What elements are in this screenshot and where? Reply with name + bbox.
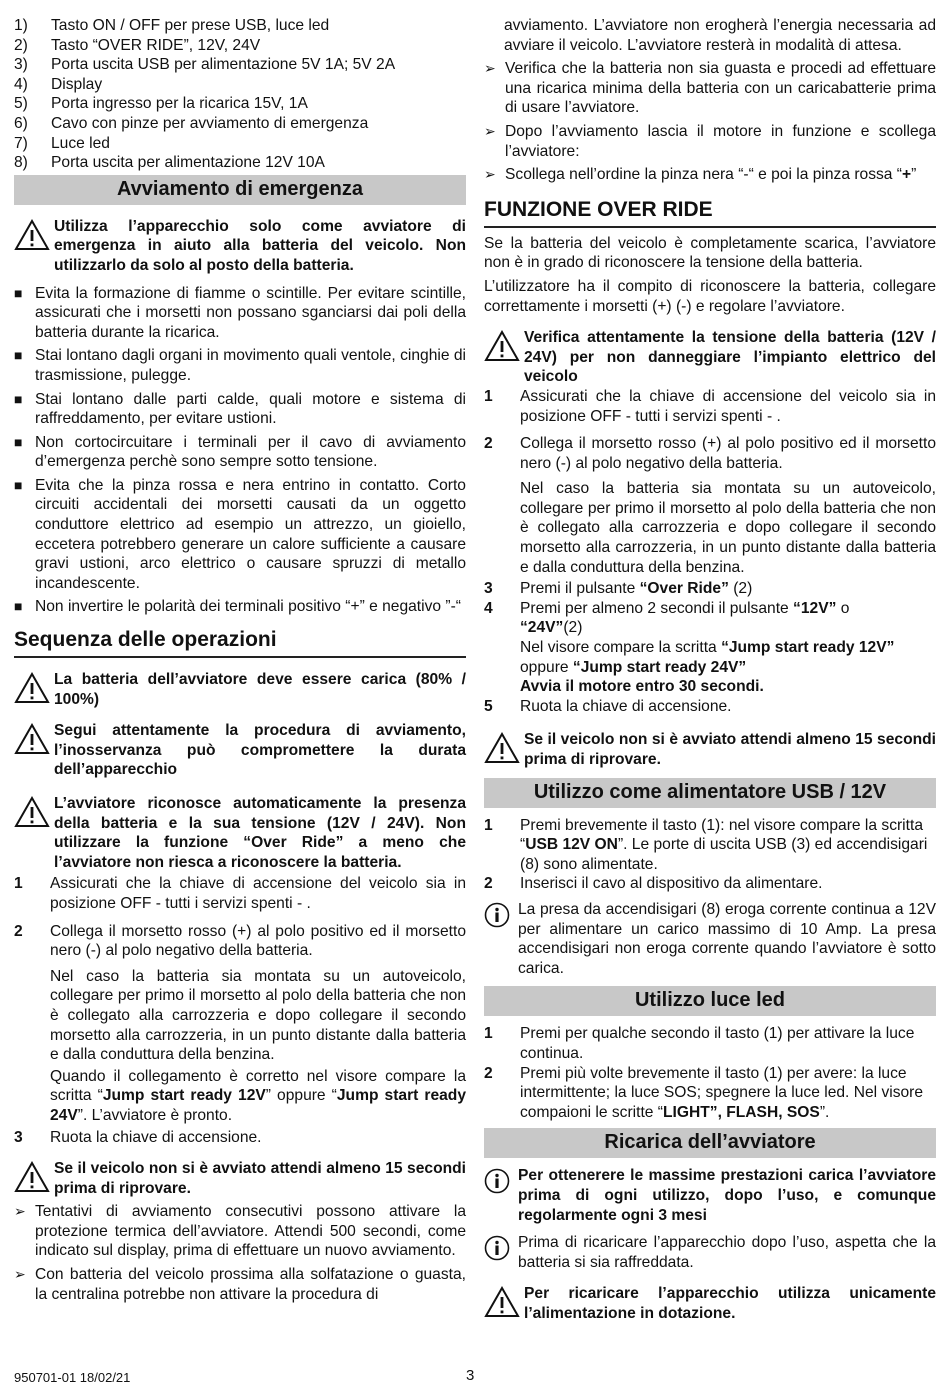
info-block: Prima di ricaricare l’apparecchio dopo l’uso, aspetta che la batteria si sia raffreddata. xyxy=(484,1233,936,1272)
section-title-charge: Ricarica dell’avviatore xyxy=(484,1128,936,1158)
list-item: ■ Stai lontano dalle parti calde, quali motore e sistema di raffreddamento, per evitare ustioni. xyxy=(14,390,466,428)
list-item: ■ Evita che la pinza rossa e nera entrino in contatto. Corto circuiti accidentali dei morsetti causati da un oggetto conduttore elettrico ad esempio un attrezzo, un gioiello, eccetera potrebbero generare un calore sufficiente a causare gravi ustioni, arco elettrico o causare spruzzi di metallo incandescente. xyxy=(14,476,466,592)
warning-triangle-icon xyxy=(484,328,524,387)
led-step-1: 1 Premi per qualche secondo il tasto (1) per attivare la luce continua. xyxy=(484,1025,915,1062)
arrowhead-bullet-icon: ➢ xyxy=(484,60,496,77)
warning-triangle-icon xyxy=(14,1159,54,1198)
step-2-confirmation: Quando il collegamento è corretto nel visore compare la scritta “Jump start ready 12V” oppure “Jump start ready 24V”. L’avviatore è pronto. xyxy=(50,1067,466,1124)
square-bullet-icon: ■ xyxy=(14,347,23,364)
list-item: 7) Luce led xyxy=(14,134,110,152)
step-3: 3 Ruota la chiave di accensione. xyxy=(14,1128,262,1146)
warning-triangle-icon xyxy=(14,670,54,709)
warning-triangle-icon xyxy=(14,794,54,872)
info-circle-icon xyxy=(484,900,518,978)
override-step-4: 4 Premi per almeno 2 secondi il pulsante “12V” o “24V”(2) Nel visore compare la scritta “Jump start ready 12V” oppure “Jump start ready 24V” Avvia il motore entro 30 secondi. xyxy=(484,599,895,696)
list-item: ■ Stai lontano dagli organi in movimento quali ventole, cinghie di trasmissione, pulegge. xyxy=(14,347,466,384)
list-item: ➢ Verifica che la batteria non sia guasta e procedi ad effettuare una ricarica minima della batteria con un caricabatterie prima di usare l’avviatore. xyxy=(484,60,936,117)
list-item: ■ Non cortocircuitare i terminali per il cavo di avviamento d’emergenza perchè sono sempre sotto tensione. xyxy=(14,433,466,471)
info-circle-icon xyxy=(484,1233,518,1272)
arrowhead-bullet-icon: ➢ xyxy=(484,166,496,183)
arrowhead-bullet-icon: ➢ xyxy=(14,1203,26,1220)
arrowhead-bullet-icon: ➢ xyxy=(14,1266,26,1283)
override-intro-1: Se la batteria del veicolo è completamente scarica, l’avviatore non è in grado di riconoscere la tensione della batteria. xyxy=(484,234,936,272)
list-item: ■ Non invertire le polarità dei terminali positivo “+” e negativo ”-“ xyxy=(14,598,461,616)
warning-block: Verifica attentamente la tensione della batteria (12V / 24V) per non danneggiare l’impianto elettrico del veicolo xyxy=(484,328,936,387)
info-circle-icon xyxy=(484,1166,518,1225)
warning-triangle-icon xyxy=(484,730,524,769)
override-step-3: 3 Premi il pulsante “Over Ride” (2) xyxy=(484,580,753,598)
warning-triangle-icon xyxy=(484,1284,524,1323)
list-item: ■ Evita la formazione di fiamme o scintille. Per evitare scintille, assicurati che i morsetti non possano sganciarsi dai poli della batteria durante la ricarica. xyxy=(14,284,466,341)
list-item: 3) Porta uscita USB per alimentazione 5V 1A; 5V 2A xyxy=(14,56,396,74)
list-item: 8) Porta uscita per alimentazione 12V 10A xyxy=(14,154,325,172)
page-number: 3 xyxy=(466,1367,475,1384)
section-title-emergency: Avviamento di emergenza xyxy=(14,175,466,205)
warning-block: L’avviatore riconosce automaticamente la presenza della batteria e la sua tensione (12V / 24V). Non utilizzare la funzione “Over Ride” a meno che l’avviatore non riesca a riconoscere la batteria. xyxy=(14,794,466,872)
info-block: La presa da accendisigari (8) eroga corrente continua a 12V per alimentare un carico massimo di 10 Amp. La presa accendisigari non eroga corrente quando l’avviatore è sotto carica. xyxy=(484,900,936,978)
right-column xyxy=(484,10,936,1331)
usb-step-2: 2 Inserisci il cavo al dispositivo da alimentare. xyxy=(484,875,823,893)
square-bullet-icon: ■ xyxy=(14,284,23,301)
warning-block: La batteria dell’avviatore deve essere carica (80% / 100%) xyxy=(14,670,466,709)
list-item: ➢ Tentativi di avviamento consecutivi possono attivare la protezione termica dell’avviatore. Attendi 500 secondi, come indicato sul display, prima di effettuare un nuovo avviamento. xyxy=(14,1203,466,1260)
square-bullet-icon: ■ xyxy=(14,390,23,407)
led-step-2: 2 Premi più volte brevemente il tasto (1) per avere: la luce intermittente; la luce SOS; spegnere la luce led. Nel visore compaioni le scritte “LIGHT”, FLASH, SOS”. xyxy=(484,1064,924,1121)
section-title-usb: Utilizzo come alimentatore USB / 12V xyxy=(484,778,936,808)
warning-block: Segui attentamente la procedura di avviamento, l’inosservanza può compromettere la durata dell’apparecchio xyxy=(14,721,466,780)
override-step-5: 5 Ruota la chiave di accensione. xyxy=(484,697,732,715)
section-title-override: FUNZIONE OVER RIDE xyxy=(484,197,936,228)
warning-block: Utilizza l’apparecchio solo come avviatore di emergenza in aiuto alla batteria del veicolo. Non utilizzarlo da solo al posto della batteria. xyxy=(14,217,466,276)
override-step-2: 2 Collega il morsetto rosso (+) al polo positivo ed il morsetto nero (-) al polo negativo della batteria. xyxy=(484,435,936,472)
warning-block: Se il veicolo non si è avviato attendi almeno 15 secondi prima di riprovare. xyxy=(14,1159,466,1198)
override-intro-2: L’utilizzatore ha il compito di riconoscere la batteria, collegare correttamente i morsetti (+) (-) e regolare l’avviatore. xyxy=(484,277,936,315)
continued-text: avviamento. L’avviatore non erogherà l’energia necessaria ad avviare il veicolo. L’avviatore resterà in modalità di attesa. xyxy=(504,17,936,54)
step-2: 2 Collega il morsetto rosso (+) al polo positivo ed il morsetto nero (-) al polo negativo della batteria. xyxy=(14,922,466,960)
list-item: ➢ Scollega nell’ordine la pinza nera “-“ e poi la pinza rossa “+” xyxy=(484,166,917,184)
list-item: ➢ Dopo l’avviamento lascia il motore in funzione e scollega l’avviatore: xyxy=(484,122,936,160)
step-1: 1 Assicurati che la chiave di accensione del veicolo sia in posizione OFF - tutti i servizi spenti - . xyxy=(14,875,466,912)
override-step-1: 1 Assicurati che la chiave di accensione del veicolo sia in posizione OFF - tutti i servizi spenti - . xyxy=(484,387,936,425)
override-step-2-note: Nel caso la batteria sia montata su un autoveicolo, collegare per primo il morsetto al polo della batteria che non è collegato alla carrozzeria e dopo collegare il secondo morsetto alla carrozzeria, in un punto distante dalla batteria e dalla conduttura della benzina. xyxy=(520,480,936,576)
left-column xyxy=(14,10,466,1308)
step-2-note: Nel caso la batteria sia montata su un autoveicolo, collegare per primo il morsetto al polo della batteria che non è collegato alla carrozzeria e dopo collegare il secondo morsetto alla carrozzeria, in un punto distante dalla batteria e dalla conduttura della benzina. xyxy=(50,967,466,1064)
list-item: 4) Display xyxy=(14,75,103,93)
arrowhead-bullet-icon: ➢ xyxy=(484,122,496,139)
square-bullet-icon: ■ xyxy=(14,598,23,615)
list-item: 2) Tasto “OVER RIDE”, 12V, 24V xyxy=(14,36,261,54)
warning-block: Per ricaricare l’apparecchio utilizza unicamente l’alimentazione in dotazione. xyxy=(484,1284,936,1323)
components-list xyxy=(14,16,466,173)
square-bullet-icon: ■ xyxy=(14,476,23,493)
info-block: Per ottenerere le massime prestazioni carica l’avviatore prima di ogni utilizzo, dopo l’uso, e comunque regolarmente ogni 3 mesi xyxy=(484,1166,936,1225)
list-item: 1) Tasto ON / OFF per prese USB, luce led xyxy=(14,17,330,34)
section-title-led: Utilizzo luce led xyxy=(484,986,936,1016)
list-item: 6) Cavo con pinze per avviamento di emergenza xyxy=(14,114,369,132)
list-item: 5) Porta ingresso per la ricarica 15V, 1A xyxy=(14,95,308,113)
section-title-sequence: Sequenza delle operazioni xyxy=(14,627,466,658)
warning-triangle-icon xyxy=(14,721,54,780)
list-item: ➢ Con batteria del veicolo prossima alla solfatazione o guasta, la centralina potrebbe non attivare la procedura di xyxy=(14,1266,466,1303)
usb-step-1: 1 Premi brevemente il tasto (1): nel visore compare la scritta “USB 12V ON”. Le porte di uscita USB (3) ed accendisigari (8) sono alimentate. xyxy=(484,816,928,873)
square-bullet-icon: ■ xyxy=(14,433,23,450)
document-code: 950701-01 18/02/21 xyxy=(14,1370,131,1385)
warning-triangle-icon xyxy=(14,217,54,276)
warning-block: Se il veicolo non si è avviato attendi almeno 15 secondi prima di riprovare. xyxy=(484,730,936,769)
